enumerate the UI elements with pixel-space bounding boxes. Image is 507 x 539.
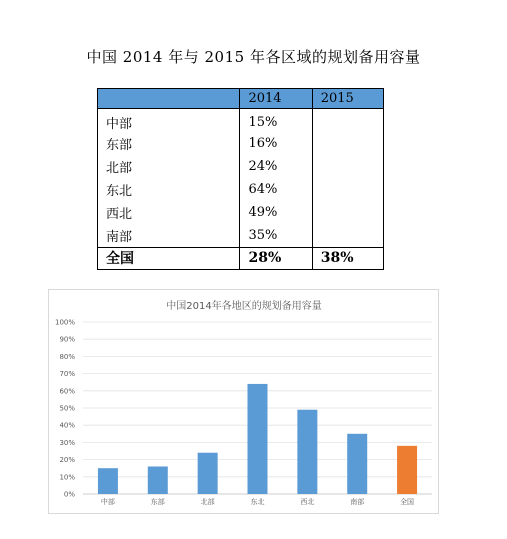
table-row (98, 201, 384, 224)
row-2015-value (312, 201, 383, 224)
row-region: 西北 (98, 201, 240, 224)
total-2014-value: 28% (240, 247, 312, 269)
x-tick-label: 中部 (100, 498, 115, 506)
y-tick-label: 40% (59, 421, 75, 430)
x-axis-ticks (101, 497, 414, 506)
y-tick-label: 90% (59, 335, 75, 344)
row-region: 东部 (98, 132, 240, 155)
y-tick-label: 10% (59, 473, 75, 482)
table-row (98, 155, 384, 178)
row-2014-value: 24% (240, 155, 312, 178)
bar-6 (397, 446, 417, 494)
table-row (98, 109, 384, 133)
y-tick-label: 50% (59, 404, 75, 413)
y-tick-label: 60% (59, 387, 75, 396)
row-region: 北部 (98, 155, 240, 178)
bars (98, 384, 417, 494)
y-tick-label: 70% (59, 370, 75, 379)
row-2014-value: 16% (240, 132, 312, 155)
row-region: 东北 (98, 178, 240, 201)
header-region (98, 89, 240, 109)
bar-chart (48, 289, 439, 514)
row-region: 南部 (98, 224, 240, 247)
row-2014-value: 15% (240, 109, 312, 133)
x-tick-label: 南部 (350, 498, 365, 506)
bar-3 (248, 384, 268, 494)
table-row (98, 224, 384, 247)
bar-2 (198, 453, 218, 494)
bar-5 (347, 434, 367, 494)
row-2015-value (312, 132, 383, 155)
bar-0 (98, 468, 118, 494)
document-title: 中国 2014 年与 2015 年各区域的规划备用容量 (86, 48, 421, 66)
x-tick-label: 西北 (300, 498, 315, 506)
y-tick-label: 20% (59, 456, 75, 465)
bar-1 (148, 466, 168, 494)
chart-title: 中国2014年各地区的规划备用容量 (166, 301, 322, 312)
total-2015-value: 38% (312, 247, 383, 269)
header-2014: 2014 (240, 89, 312, 109)
total-region: 全国 (98, 247, 240, 269)
y-axis-ticks (55, 319, 75, 499)
table-header-row (98, 89, 384, 109)
table-row (98, 178, 384, 201)
x-tick-label: 北部 (200, 498, 215, 506)
x-tick-label: 全国 (400, 498, 415, 506)
row-2015-value (312, 224, 383, 247)
y-tick-label: 0% (63, 490, 75, 499)
reserve-capacity-table (97, 88, 384, 270)
x-tick-label: 东部 (150, 498, 165, 506)
y-tick-label: 30% (59, 438, 75, 447)
row-2015-value (312, 178, 383, 201)
table-total-row (98, 247, 384, 269)
bar-4 (297, 410, 317, 494)
row-2014-value: 49% (240, 201, 312, 224)
row-2015-value (312, 155, 383, 178)
row-2015-value (312, 109, 383, 133)
row-region: 中部 (98, 109, 240, 133)
row-2014-value: 35% (240, 224, 312, 247)
y-tick-label: 100% (54, 318, 75, 327)
x-tick-label: 东北 (250, 498, 265, 506)
row-2014-value: 64% (240, 178, 312, 201)
table-row (98, 132, 384, 155)
header-2015: 2015 (312, 89, 383, 109)
bar-chart-svg (49, 290, 440, 515)
y-tick-label: 80% (59, 352, 75, 361)
